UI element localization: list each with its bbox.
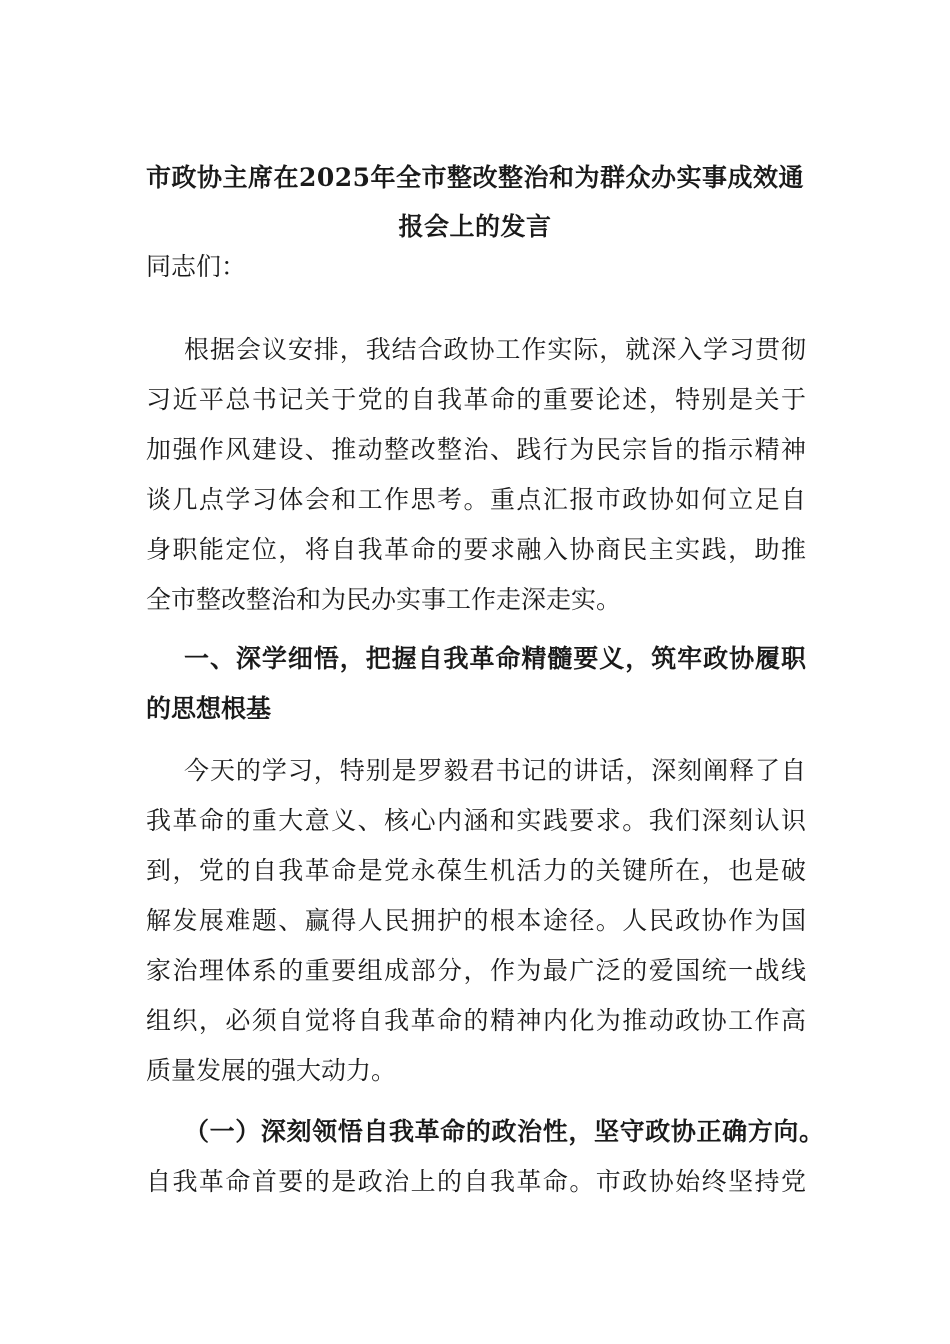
- document-title-line-1: 市政协主席在2025年全市整改整治和为群众办实事成效通: [145, 163, 805, 192]
- intro-line: 习近平总书记关于党的自我革命的重要论述，特别是关于: [146, 385, 806, 414]
- intro-line: 谈几点学习体会和工作思考。重点汇报市政协如何立足自: [146, 485, 806, 514]
- section-1-heading: 的思想根基: [146, 694, 272, 723]
- intro-line: 全市整改整治和为民办实事工作走深走实。: [146, 585, 622, 614]
- intro-line: 身职能定位，将自我革命的要求融入协商民主实践，助推: [146, 535, 806, 564]
- section-1-body-line: 组织，必须自觉将自我革命的精神内化为推动政协工作高: [146, 1006, 806, 1035]
- subsection-1-heading: （一）深刻领悟自我革命的政治性，坚守政协正确方向。: [184, 1117, 824, 1146]
- section-1-body-line: 到，党的自我革命是党永葆生机活力的关键所在，也是破: [146, 856, 806, 885]
- subsection-1-body-line: 自我革命首要的是政治上的自我革命。市政协始终坚持党: [146, 1167, 806, 1196]
- intro-line: 加强作风建设、推动整改整治、践行为民宗旨的指示精神: [146, 435, 806, 464]
- section-1-body-line: 质量发展的强大动力。: [146, 1056, 397, 1085]
- section-1-body-line: 今天的学习，特别是罗毅君书记的讲话，深刻阐释了自: [184, 756, 806, 785]
- salutation: 同志们：: [146, 252, 247, 281]
- section-1-body-line: 解发展难题、赢得人民拥护的根本途径。人民政协作为国: [146, 906, 806, 935]
- section-1-body-line: 我革命的重大意义、核心内涵和实践要求。我们深刻认识: [146, 806, 806, 835]
- intro-line: 根据会议安排，我结合政协工作实际，就深入学习贯彻: [184, 335, 806, 364]
- section-1-body-line: 家治理体系的重要组成部分，作为最广泛的爱国统一战线: [146, 956, 806, 985]
- document-title-line-2: 报会上的发言: [398, 212, 552, 241]
- section-1-heading: 一、深学细悟，把握自我革命精髓要义，筑牢政协履职: [184, 644, 806, 673]
